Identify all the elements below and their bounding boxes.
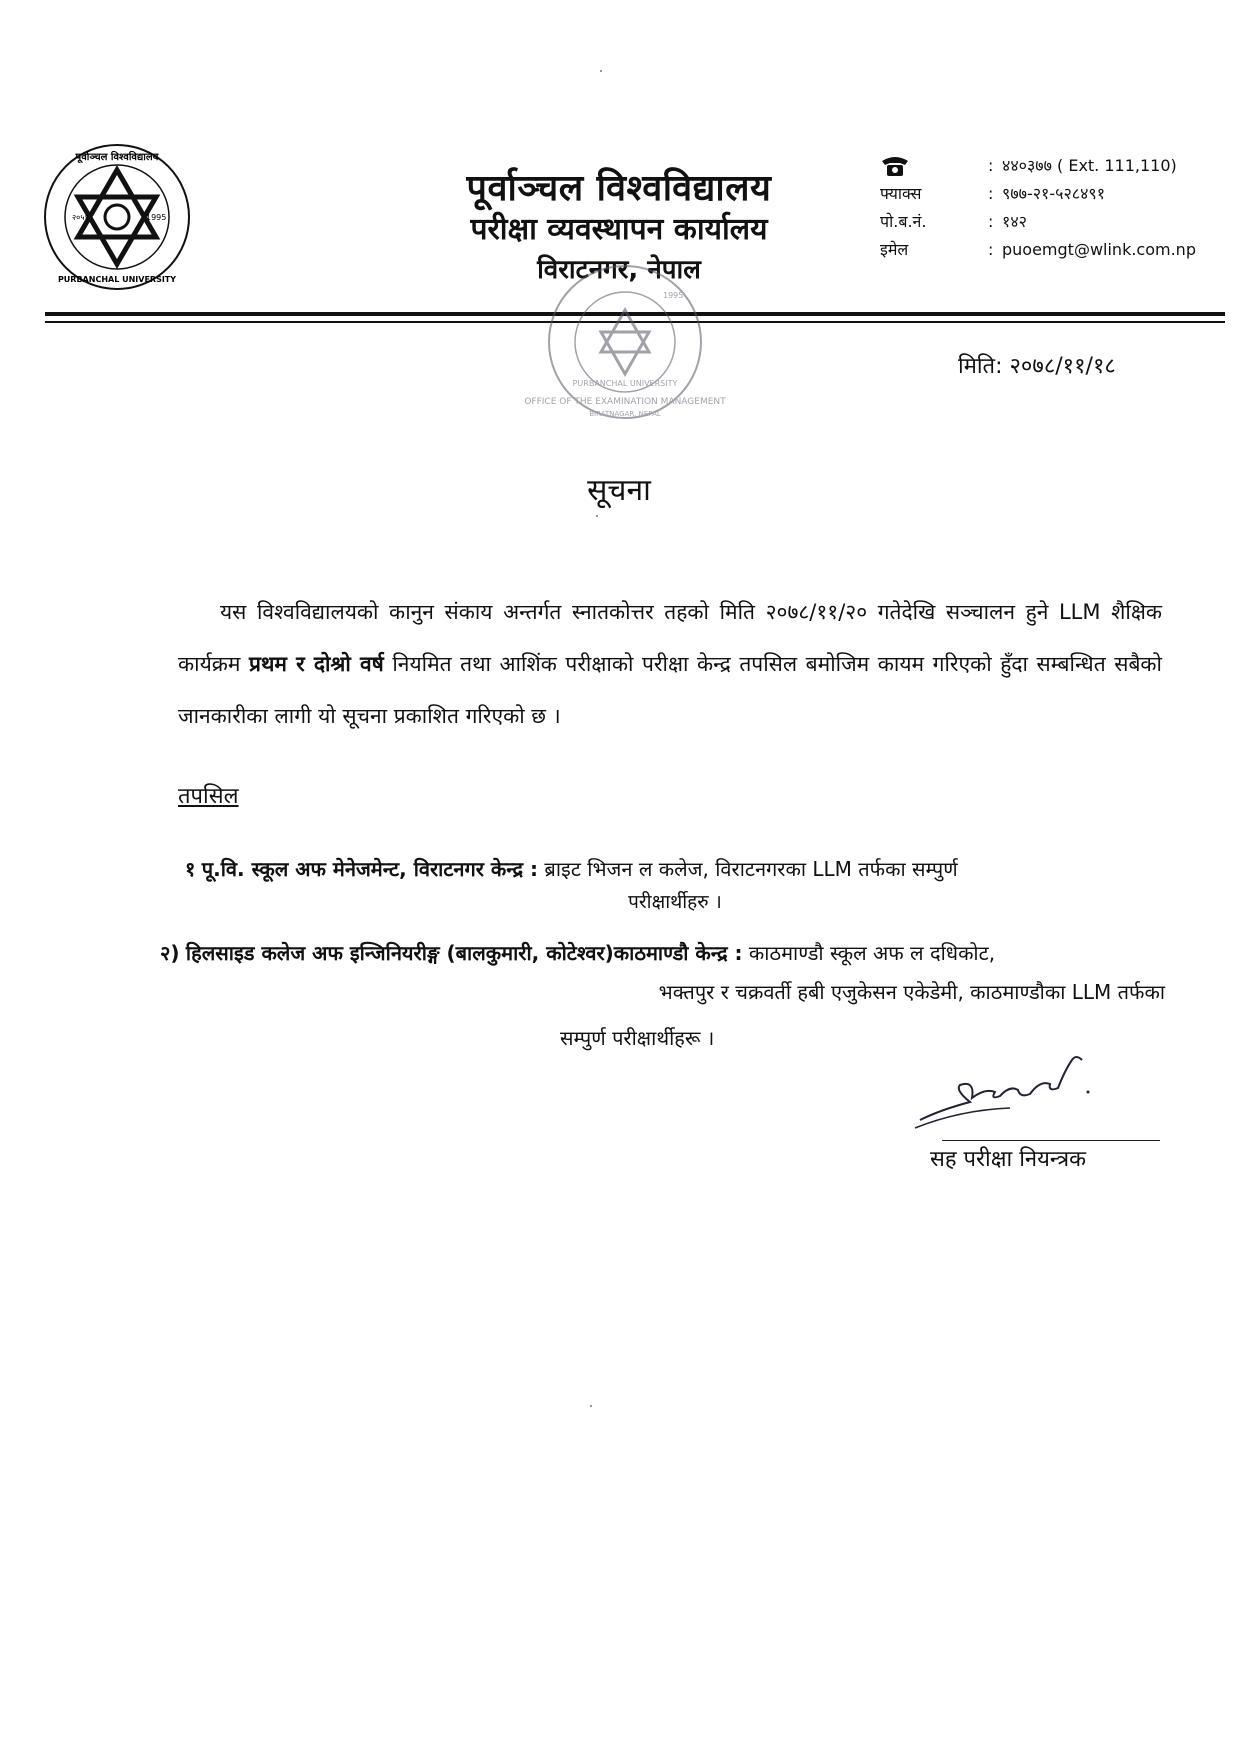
- fax-value: ९७७-२१-५२८४९१: [1002, 184, 1106, 203]
- seal-city: BIRATNAGAR, NEPAL: [589, 410, 661, 418]
- item-number: २): [160, 941, 180, 965]
- list-item: [185, 848, 1165, 890]
- office-city: विराटनगर, नेपाल: [537, 255, 701, 285]
- logo-text-bottom: PURBANCHAL UNIVERSITY: [57, 275, 177, 284]
- exam-center-detail: ब्राइट भिजन ल कलेज, विराटनगरका LLM तर्फका सम्पुर्ण: [544, 857, 958, 881]
- exam-center-name: पू.वि. स्कूल अफ मेनेजमेन्ट, विराटनगर केन्द्र :: [201, 857, 539, 881]
- notice-body: [178, 586, 1162, 742]
- scan-speck: [600, 70, 602, 72]
- scan-speck: [590, 1405, 592, 1407]
- exam-center-detail: काठमाण्डौ स्कूल अफ ल दधिकोट,: [748, 941, 996, 965]
- signatory-title: सह परीक्षा नियन्त्रक: [930, 1147, 1087, 1172]
- notice-date: मिति: २०७८/११/१८: [958, 354, 1116, 379]
- body-text-2: नियमित तथा आशिंक परीक्षाको परीक्षा केन्द्र तपसिल बमोजिम कायम गरिएको हुँदा सम्बन्धित सबैको जानकारीका लागी यो सूचना प्रकाशित गरिएको छ ।: [178, 652, 1162, 728]
- notice-title: सूचना: [587, 473, 651, 508]
- contact-pobox-row: [880, 208, 1196, 236]
- exam-center-detail-cont: भक्तपुर र चक्रवर्ती हबी एजुकेसन एकेडेमी, काठमाण्डौका LLM तर्फका: [658, 980, 1165, 1004]
- contact-fax-row: [880, 180, 1196, 208]
- contact-phone-row: [880, 152, 1196, 180]
- body-text-1: यस विश्वविद्यालयको कानुन संकाय अन्तर्गत स्नातकोत्तर तहको मिति २०७८/११/२० गतेदेखि सञ्चालन हुने LLM शैक्षिक कार्यक्रम: [178, 600, 1162, 676]
- pobox-label: पो.ब.नं.: [880, 212, 927, 231]
- body-text-bold: प्रथम र दोश्रो वर्ष: [249, 652, 384, 676]
- contact-block: [880, 152, 1196, 264]
- contact-separator: :: [988, 156, 994, 175]
- exam-center-name: हिलसाइड कलेज अफ इन्जिनियरीङ्ग (बालकुमारी, कोटेश्वर)काठमाण्डौ केन्द्र :: [185, 941, 743, 965]
- scan-speck: [596, 515, 598, 517]
- logo-text-top: पूर्वाञ्चल विश्वविद्यालय: [75, 152, 159, 163]
- contact-email-row: [880, 236, 1196, 264]
- seal-year: 1995: [663, 291, 684, 300]
- office-seal-stamp: [524, 262, 726, 422]
- logo-year-left: २०५१: [72, 213, 89, 222]
- pobox-value: १४२: [1002, 212, 1027, 231]
- list-item: [160, 932, 1165, 974]
- seal-text-inner: PURBANCHAL UNIVERSITY: [572, 379, 678, 388]
- seal-text-outer: OFFICE OF THE EXAMINATION MANAGEMENT: [524, 397, 726, 407]
- email-value[interactable]: puoemgt@wlink.com.np: [1002, 240, 1196, 259]
- office-name: परीक्षा व्यवस्थापन कार्यालय: [470, 212, 768, 247]
- item-number: १: [185, 857, 196, 881]
- logo-year-right: 1995: [146, 213, 167, 222]
- contact-separator: :: [988, 212, 994, 231]
- telephone-icon: [880, 155, 910, 177]
- schedule-heading: तपसिल: [178, 784, 239, 809]
- phone-value: ४४०३७७ ( Ext. 111,110): [1002, 156, 1177, 175]
- email-label: इमेल: [880, 240, 909, 259]
- contact-separator: :: [988, 184, 994, 203]
- exam-center-detail-cont: परीक्षार्थीहरु ।: [628, 891, 722, 913]
- signature-line: [942, 1140, 1160, 1141]
- exam-center-detail-cont2: सम्पुर्ण परीक्षार्थीहरू ।: [560, 1026, 715, 1050]
- handwritten-signature: [900, 1040, 1100, 1140]
- fax-label: फ्याक्स: [880, 184, 922, 203]
- university-name: पूर्वाञ्चल विश्वविद्यालय: [466, 168, 772, 209]
- contact-separator: :: [988, 240, 994, 259]
